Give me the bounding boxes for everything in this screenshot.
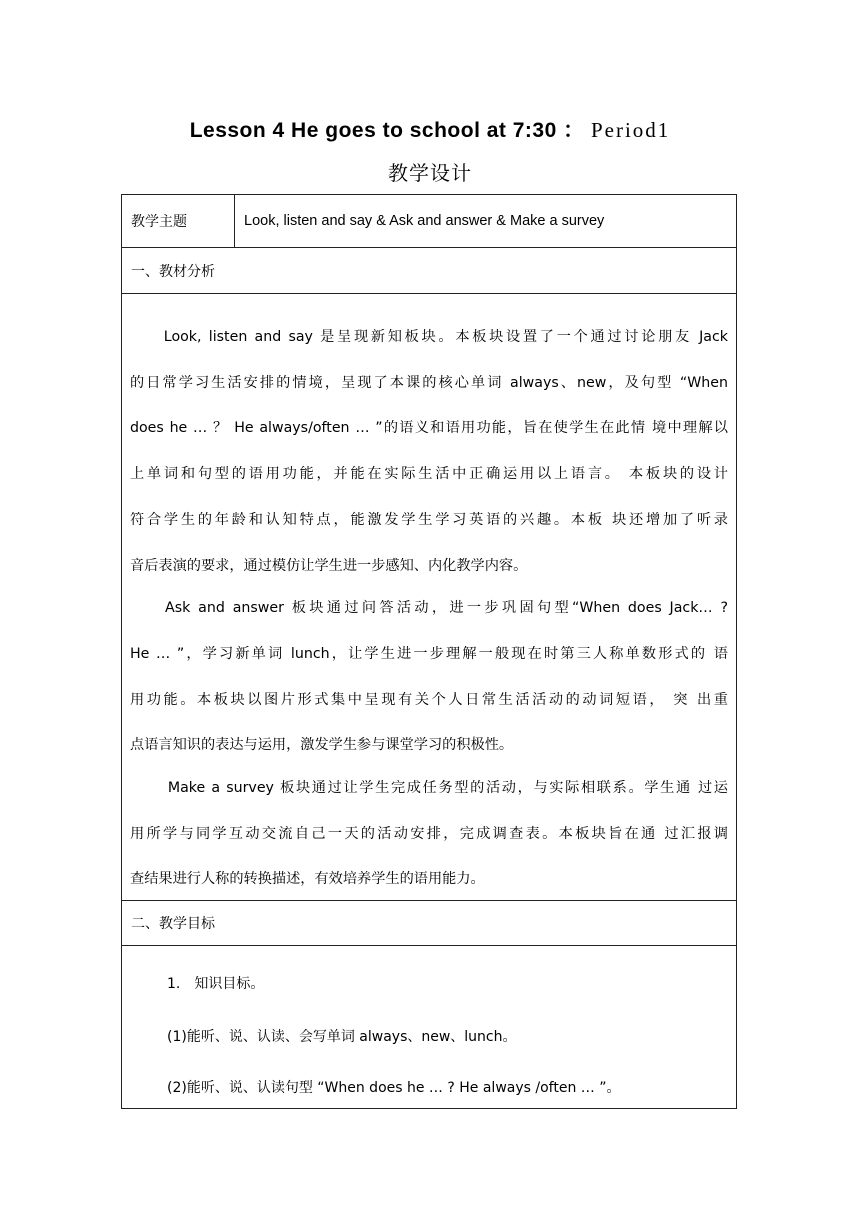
topic-row bbox=[122, 195, 736, 248]
analysis-line: 用所学与同学互动交流自己一天的活动安排，完成调查表。本板块旨在通 过汇报调 bbox=[130, 826, 728, 842]
analysis-line: does he … ？ He always/often … ”的语义和语用功能，旨在使学生在此情 境中理解以 bbox=[130, 420, 728, 436]
analysis-line: Make a survey 板块通过让学生完成任务型的活动，与实际相联系。学生通 过运 bbox=[130, 780, 728, 796]
document-subtitle: 教学设计 bbox=[388, 161, 472, 185]
document-title bbox=[0, 114, 860, 144]
title-main: Lesson 4 He goes to school at 7:30 ： bbox=[189, 119, 585, 142]
analysis-line: 的日常学习生活安排的情境，呈现了本课的核心单词 always、new，及句型 “When bbox=[130, 375, 728, 391]
section2-heading: 二、教学目标 bbox=[131, 916, 215, 932]
topic-value: Look, listen and say & Ask and answer & Make a survey bbox=[244, 213, 605, 229]
analysis-line: 用功能。本板块以图片形式集中呈现有关个人日常生活活动的动词短语， 突 出重 bbox=[130, 692, 728, 708]
objective-line: (2)能听、说、认读句型 “When does he … ? He always /often … ”。 bbox=[167, 1080, 621, 1096]
analysis-line: Look, listen and say 是呈现新知板块。本板块设置了一个通过讨论朋友 Jack bbox=[130, 329, 728, 345]
title-period: Period1 bbox=[590, 118, 671, 142]
analysis-line: 符合学生的年龄和认知特点，能激发学生学习英语的兴趣。本板 块还增加了听录 bbox=[130, 512, 728, 528]
topic-label: 教学主题 bbox=[122, 195, 235, 247]
analysis-line: 上单词和句型的语用功能，并能在实际生活中正确运用以上语言。 本板块的设计 bbox=[130, 466, 728, 482]
objective-line: 1. 知识目标。 bbox=[167, 976, 265, 992]
objective-line: (1)能听、说、认读、会写单词 always、new、lunch。 bbox=[167, 1029, 517, 1045]
section2-heading-row bbox=[122, 901, 736, 946]
analysis-row bbox=[122, 294, 736, 901]
section1-heading-row bbox=[122, 248, 736, 294]
lesson-plan-table bbox=[121, 194, 737, 1109]
analysis-line: He … ”，学习新单词 lunch，让学生进一步理解一般现在时第三人称单数形式的 语 bbox=[130, 646, 728, 662]
analysis-line: 点语言知识的表达与运用，激发学生参与课堂学习的积极性。 bbox=[130, 737, 514, 753]
objectives-row bbox=[122, 946, 736, 1108]
analysis-line: 音后表演的要求，通过模仿让学生进一步感知、内化教学内容。 bbox=[130, 558, 528, 574]
section1-heading: 一、教材分析 bbox=[131, 263, 215, 280]
analysis-line: Ask and answer 板块通过问答活动，进一步巩固句型“When does Jack… ? bbox=[130, 600, 728, 616]
analysis-line: 查结果进行人称的转换描述，有效培养学生的语用能力。 bbox=[130, 871, 485, 887]
